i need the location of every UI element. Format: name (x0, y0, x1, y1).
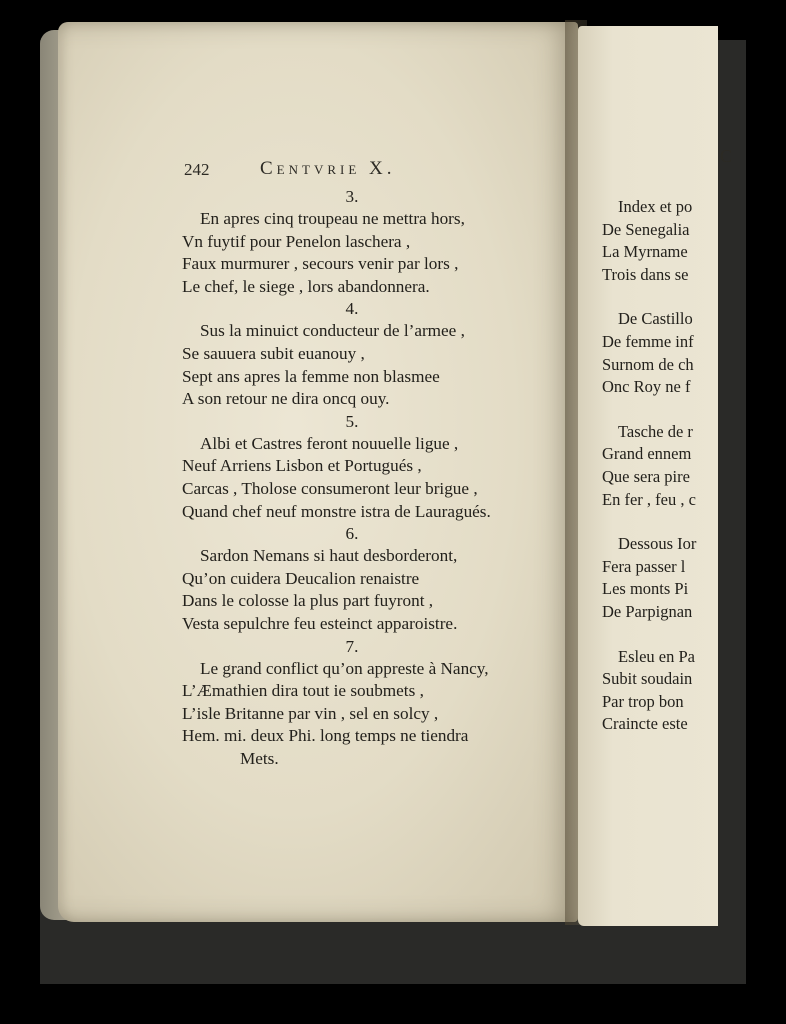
stanza-gap (602, 399, 722, 421)
verse-line: La Myrname (602, 242, 688, 262)
verse-line: Que sera pire (602, 466, 690, 486)
verse-line: De femme inf (602, 331, 694, 351)
verse-line: Subit soudain (602, 669, 693, 689)
verse-line: Surnom de ch (602, 354, 694, 374)
verse-line: Grand ennem (602, 444, 692, 464)
verse-line: Mets. (240, 748, 279, 768)
stanza-number: 4. (345, 299, 359, 319)
verse-line: Le grand conflict qu’on appreste à Nancy, (200, 658, 489, 678)
verse-line: Qu’on cuidera Deucalion renaistre (182, 568, 420, 588)
verse-line: Vesta sepulchre feu esteinct apparoistre. (182, 613, 458, 633)
verse-line: Le chef, le siege , lors abandonnera. (182, 276, 430, 296)
verse-line: Tasche de r (618, 421, 693, 441)
verse-line: En apres cinq troupeau ne mettra hors, (200, 209, 465, 228)
verse-line: A son retour ne dira oncq ouy. (182, 389, 390, 409)
stanza-number: 3. (345, 187, 359, 206)
verse-line: Sept ans apres la femme non blasmee (182, 366, 440, 386)
verse-line: Les monts Pi (602, 579, 689, 599)
verse-line: Index et po (618, 197, 693, 216)
right-page-text (602, 196, 722, 736)
verse-line: Vn fuytif pour Penelon laschera , (182, 231, 411, 251)
verse-line: Craincte este (602, 714, 688, 734)
verse-line: De Castillo (618, 309, 693, 329)
right-page-header: C (720, 146, 737, 166)
stanza-gap (602, 624, 722, 646)
verse-line: De Senegalia (602, 219, 690, 239)
stanza-number: 7. (345, 636, 359, 656)
verse-line: Albi et Castres feront nouuelle ligue , (200, 433, 459, 453)
verse-line: Faux murmurer , secours venir par lors , (182, 254, 459, 274)
verse-line: L’Æmathien dira tout ie soubmets , (182, 681, 424, 701)
verse-line: Sardon Nemans si haut desborderont, (200, 546, 458, 566)
verse-line: Sus la minuict conducteur de l’armee , (200, 321, 465, 341)
verse-line: Trois dans se (602, 264, 689, 284)
verse-line: Dans le colosse la plus part fuyront , (182, 591, 434, 611)
verse-line: Esleu en Pa (618, 646, 695, 666)
stanza-number: 5. (345, 411, 359, 431)
left-page-text (182, 186, 582, 770)
stanza-gap (602, 286, 722, 308)
verse-line: Carcas , Tholose consumeront leur brigue , (182, 478, 478, 498)
verse-line: L’isle Britanne par vin , sel en solcy , (182, 703, 439, 723)
verse-line: Se sauuera subit euanouy , (182, 343, 365, 363)
verse-line: Onc Roy ne f (602, 377, 691, 397)
verse-line: Dessous Ior (618, 534, 697, 554)
verse-line: Quand chef neuf monstre istra de Lauragués. (182, 501, 491, 521)
page-number: 242 (184, 160, 210, 179)
stanza-gap (602, 511, 722, 533)
stanza-number: 6. (345, 524, 359, 544)
verse-line: Hem. mi. deux Phi. long temps ne tiendra (182, 726, 469, 746)
verse-line: Fera passer l (602, 556, 686, 576)
verse-line: En fer , feu , c (602, 489, 696, 509)
verse-line: De Parpignan (602, 601, 693, 621)
verse-line: Par trop bon (602, 691, 684, 711)
verse-line: Neuf Arriens Lisbon et Portugués , (182, 456, 422, 476)
running-title: Centvrie X. (260, 158, 396, 179)
